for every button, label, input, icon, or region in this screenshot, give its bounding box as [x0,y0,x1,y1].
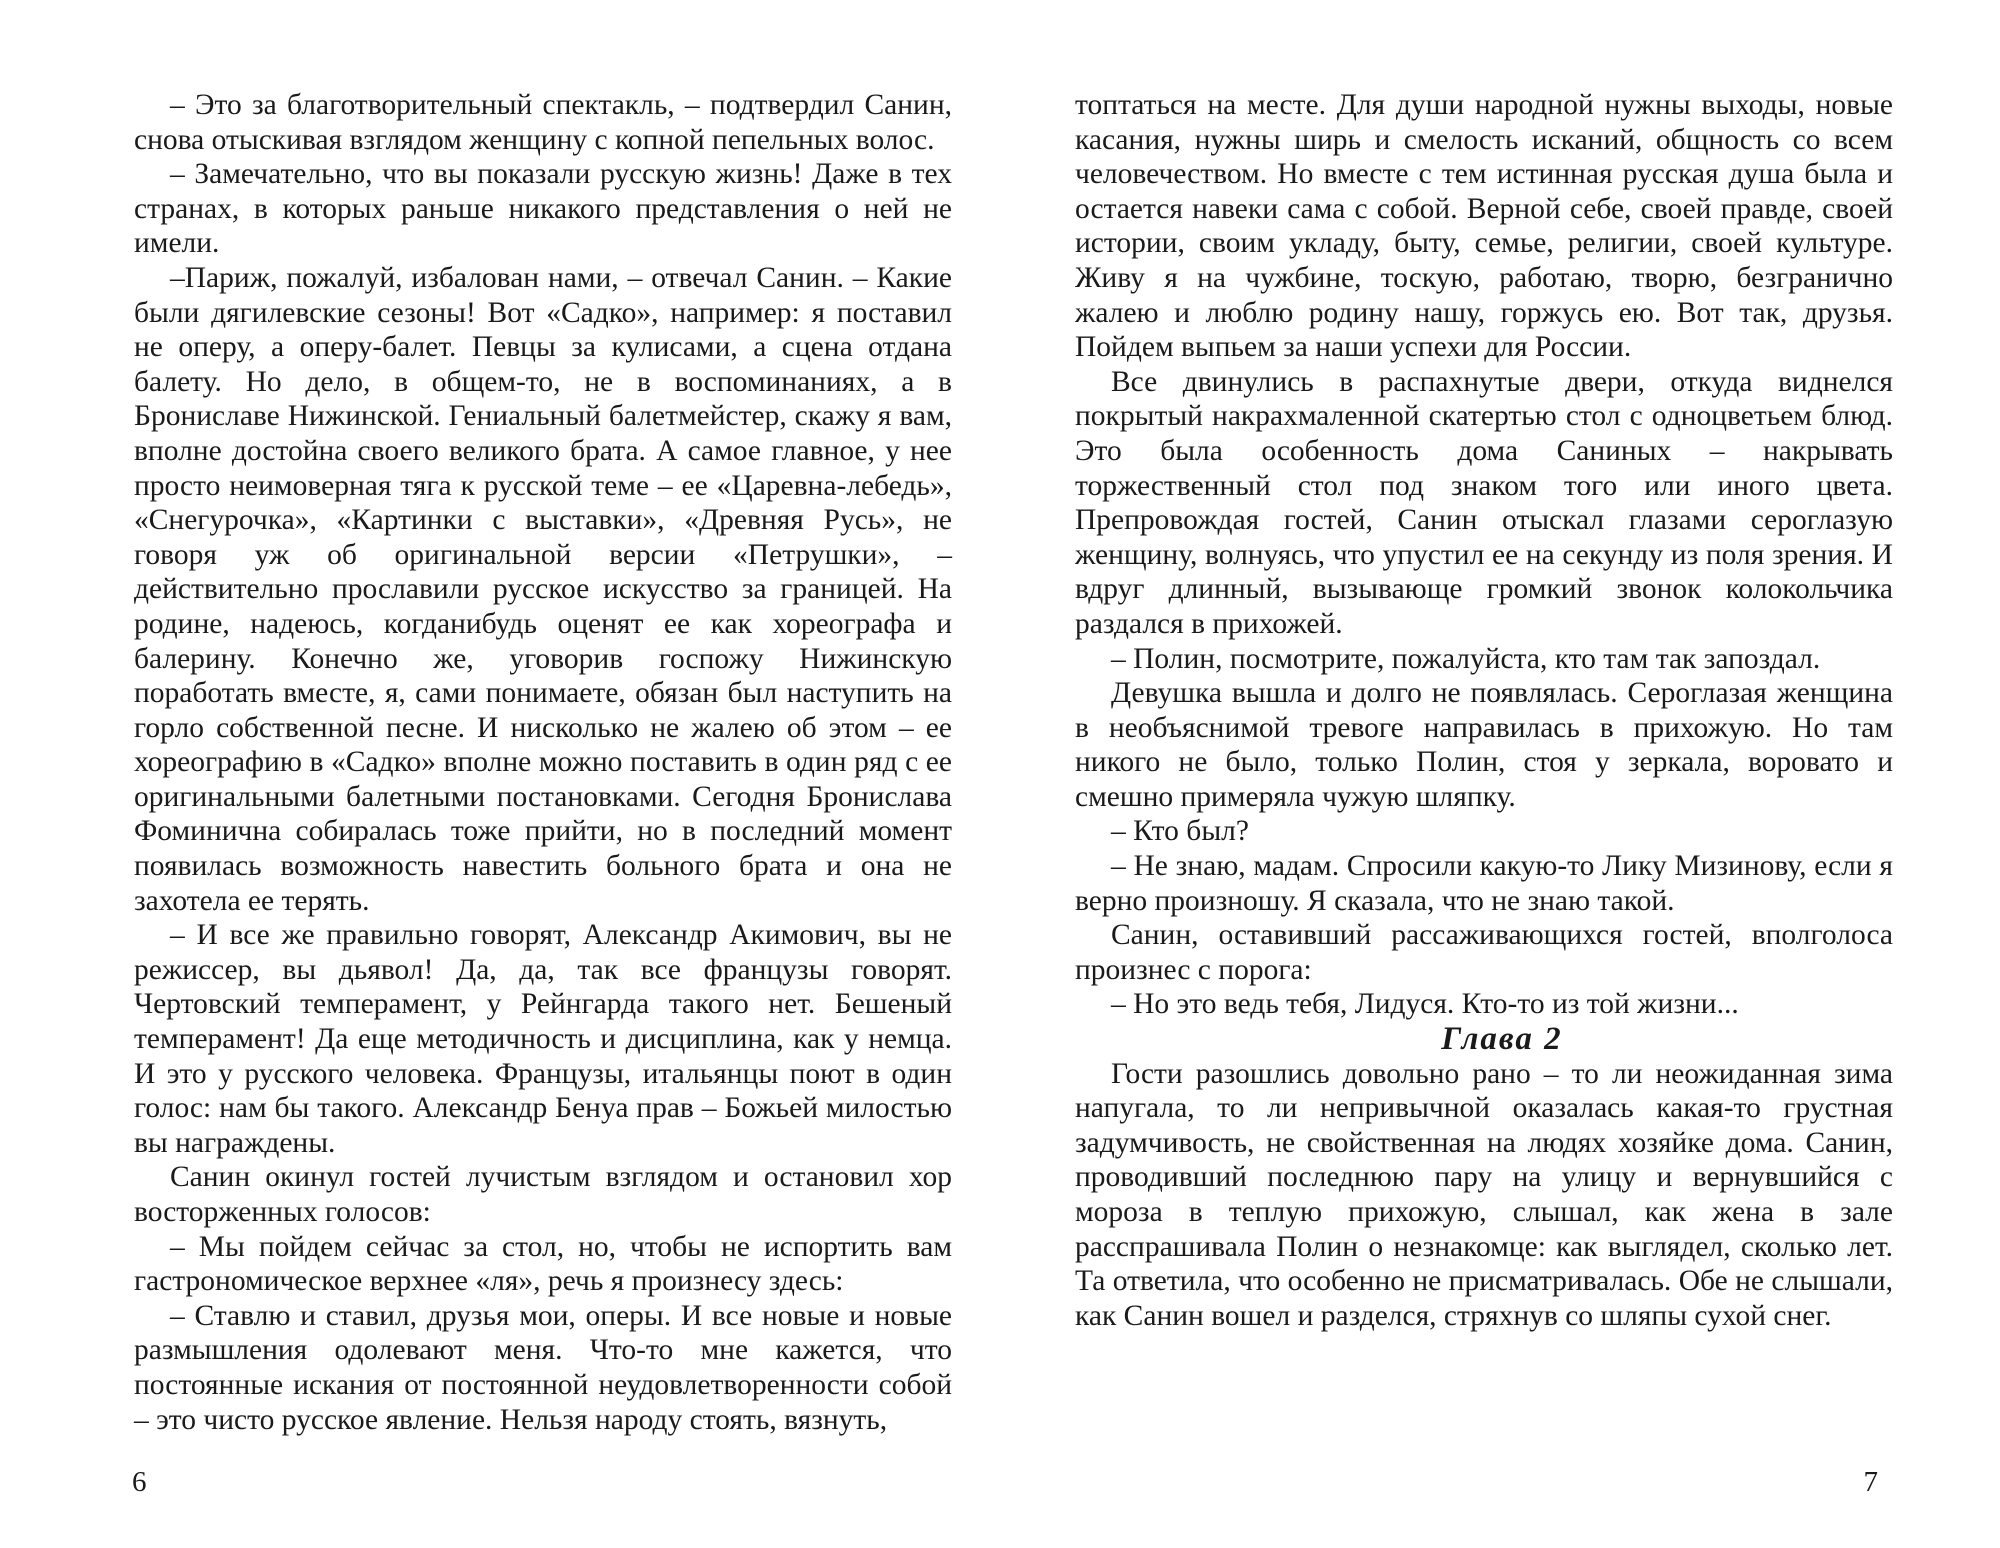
chapter-title: Глава 2 [1441,1021,1563,1058]
paragraph: – Мы пойдем сейчас за стол, но, чтобы не испортить вам гастрономическое верхнее «ля», речь я произнесу здесь: [134,1230,952,1298]
paragraph: – Но это ведь тебя, Лидуся. Кто-то из той жизни... [1111,988,1739,1021]
page-number-left: 6 [132,1466,147,1498]
right-page-text [1075,88,1893,1333]
paragraph: – Не знаю, мадам. Спросили какую-то Лику Мизинову, если я верно произношу. Я сказала, что не знаю такой. [1075,850,1893,917]
paragraph: –Париж, пожалуй, избалован нами, – отвечал Санин. – Какие были дягилевские сезоны! Вот «Садко», например: я поставил не оперу, а оперу-балет. Певцы за кулисами, а сцена отдана балету. Но дело, в общем-то, не в воспоминаниях, а в Брониславе Нижинской. Гениальный балетмейстер, скажу я вам, вполне достойна своего великого брата. А самое главное, у нее просто неимоверная тяга к русской теме – ее «Царевна-лебедь», «Снегурочка», «Картинки с выставки», «Древняя Русь», не говоря уж об оригинальной версии «Петрушки», – действительно прославили русское искусство за границей. На родине, надеюсь, когданибудь оценят ее как хореографа и балерину. Конечно же, уговорив госпожу Нижинскую поработать вместе, я, сами понимаете, обязан был наступить на горло собственной песне. И нисколько не жалею об этом – ее хореографию в «Садко» вполне можно поставить в один ряд с ее оригинальными балетными постановками. Сегодня Бронислава Фоминична собиралась тоже прийти, но в последний момент появилась возможность навестить больного брата и она не захотела ее терять. [134,261,952,917]
paragraph: – Это за благотворительный спектакль, – подтвердил Санин, снова отыскивая взглядом женщину с копной пепельных волос. [134,89,952,156]
paragraph: топтаться на месте. Для души народной нужны выходы, новые касания, нужны ширь и смелость исканий, общность со всем человечеством. Но вместе с тем истинная русская душа была и остается навеки сама с собой. Верной себе, своей правде, своей истории, своим укладу, быту, семье, религии, своей культуре. Живу я на чужбине, тоскую, работаю, творю, безгранично жалею и люблю родину нашу, горжусь ею. Вот так, друзья. Пойдем выпьем за наши успехи для России. [1075,89,1893,364]
right-page [1000,0,2000,1548]
paragraph: Девушка вышла и долго не появлялась. Сероглазая женщина в необъяснимой тревоге направилась в прихожую. Но там никого не было, только Полин, стоя у зеркала, воровато и смешно примеряла чужую шляпку. [1075,677,1893,813]
left-page-text [134,88,952,1437]
paragraph: – Замечательно, что вы показали русскую жизнь! Даже в тех странах, в которых раньше никакого представления о ней не имели. [134,158,952,260]
page-number-right: 7 [1863,1466,1878,1498]
paragraph: Санин, оставивший рассаживающихся гостей, вполголоса произнес с порога: [1075,919,1893,986]
paragraph: – И все же правильно говорят, Александр Акимович, вы не режиссер, вы дьявол! Да, да, так все французы говорят. Чертовский темперамент, у Рейнгарда такого нет. Бешеный темперамент! Да еще методичность и дисциплина, как у немца. И это у русского человека. Французы, итальянцы поют в один голос: нам бы такого. Александр Бенуа прав – Божьей милостью вы награждены. [134,919,952,1159]
paragraph: Все двинулись в распахнутые двери, откуда виднелся покрытый накрахмаленной скатертью стол с одноцветьем блюд. Это была особенность дома Саниных – накрывать торжественный стол под знаком того или иного цвета. Препровождая гостей, Санин отыскал глазами сероглазую женщину, волнуясь, что упустил ее на секунду из поля зрения. И вдруг длинный, вызывающе громкий звонок колокольчика раздался в прихожей. [1075,365,1893,640]
paragraph: – Полин, посмотрите, пожалуйста, кто там так запоздал. [1111,642,1821,675]
paragraph: – Ставлю и ставил, друзья мои, оперы. И все новые и новые размышления одолевают меня. Что-то мне кажется, что постоянные искания от постоянной неудовлетворенности собой – это чисто русское явление. Нельзя народу стоять, вязнуть, [134,1299,952,1436]
paragraph: Гости разошлись довольно рано – то ли неожиданная зима напугала, то ли непривычной оказалась какая-то грустная задумчивость, не свойственная на людях хозяйке дома. Санин, проводивший последнюю пару на улицу и вернувшийся с мороза в теплую прихожую, слышал, как жена в зале расспрашивала Полин о незнакомце: как выглядел, сколько лет. Та ответила, что особенно не присматривалась. Обе не слышали, как Санин вошел и разделся, стряхнув со шляпы сухой снег. [1075,1057,1893,1332]
paragraph: – Кто был? [1111,815,1249,848]
paragraph: Санин окинул гостей лучистым взглядом и остановил хор восторженных голосов: [134,1161,952,1228]
